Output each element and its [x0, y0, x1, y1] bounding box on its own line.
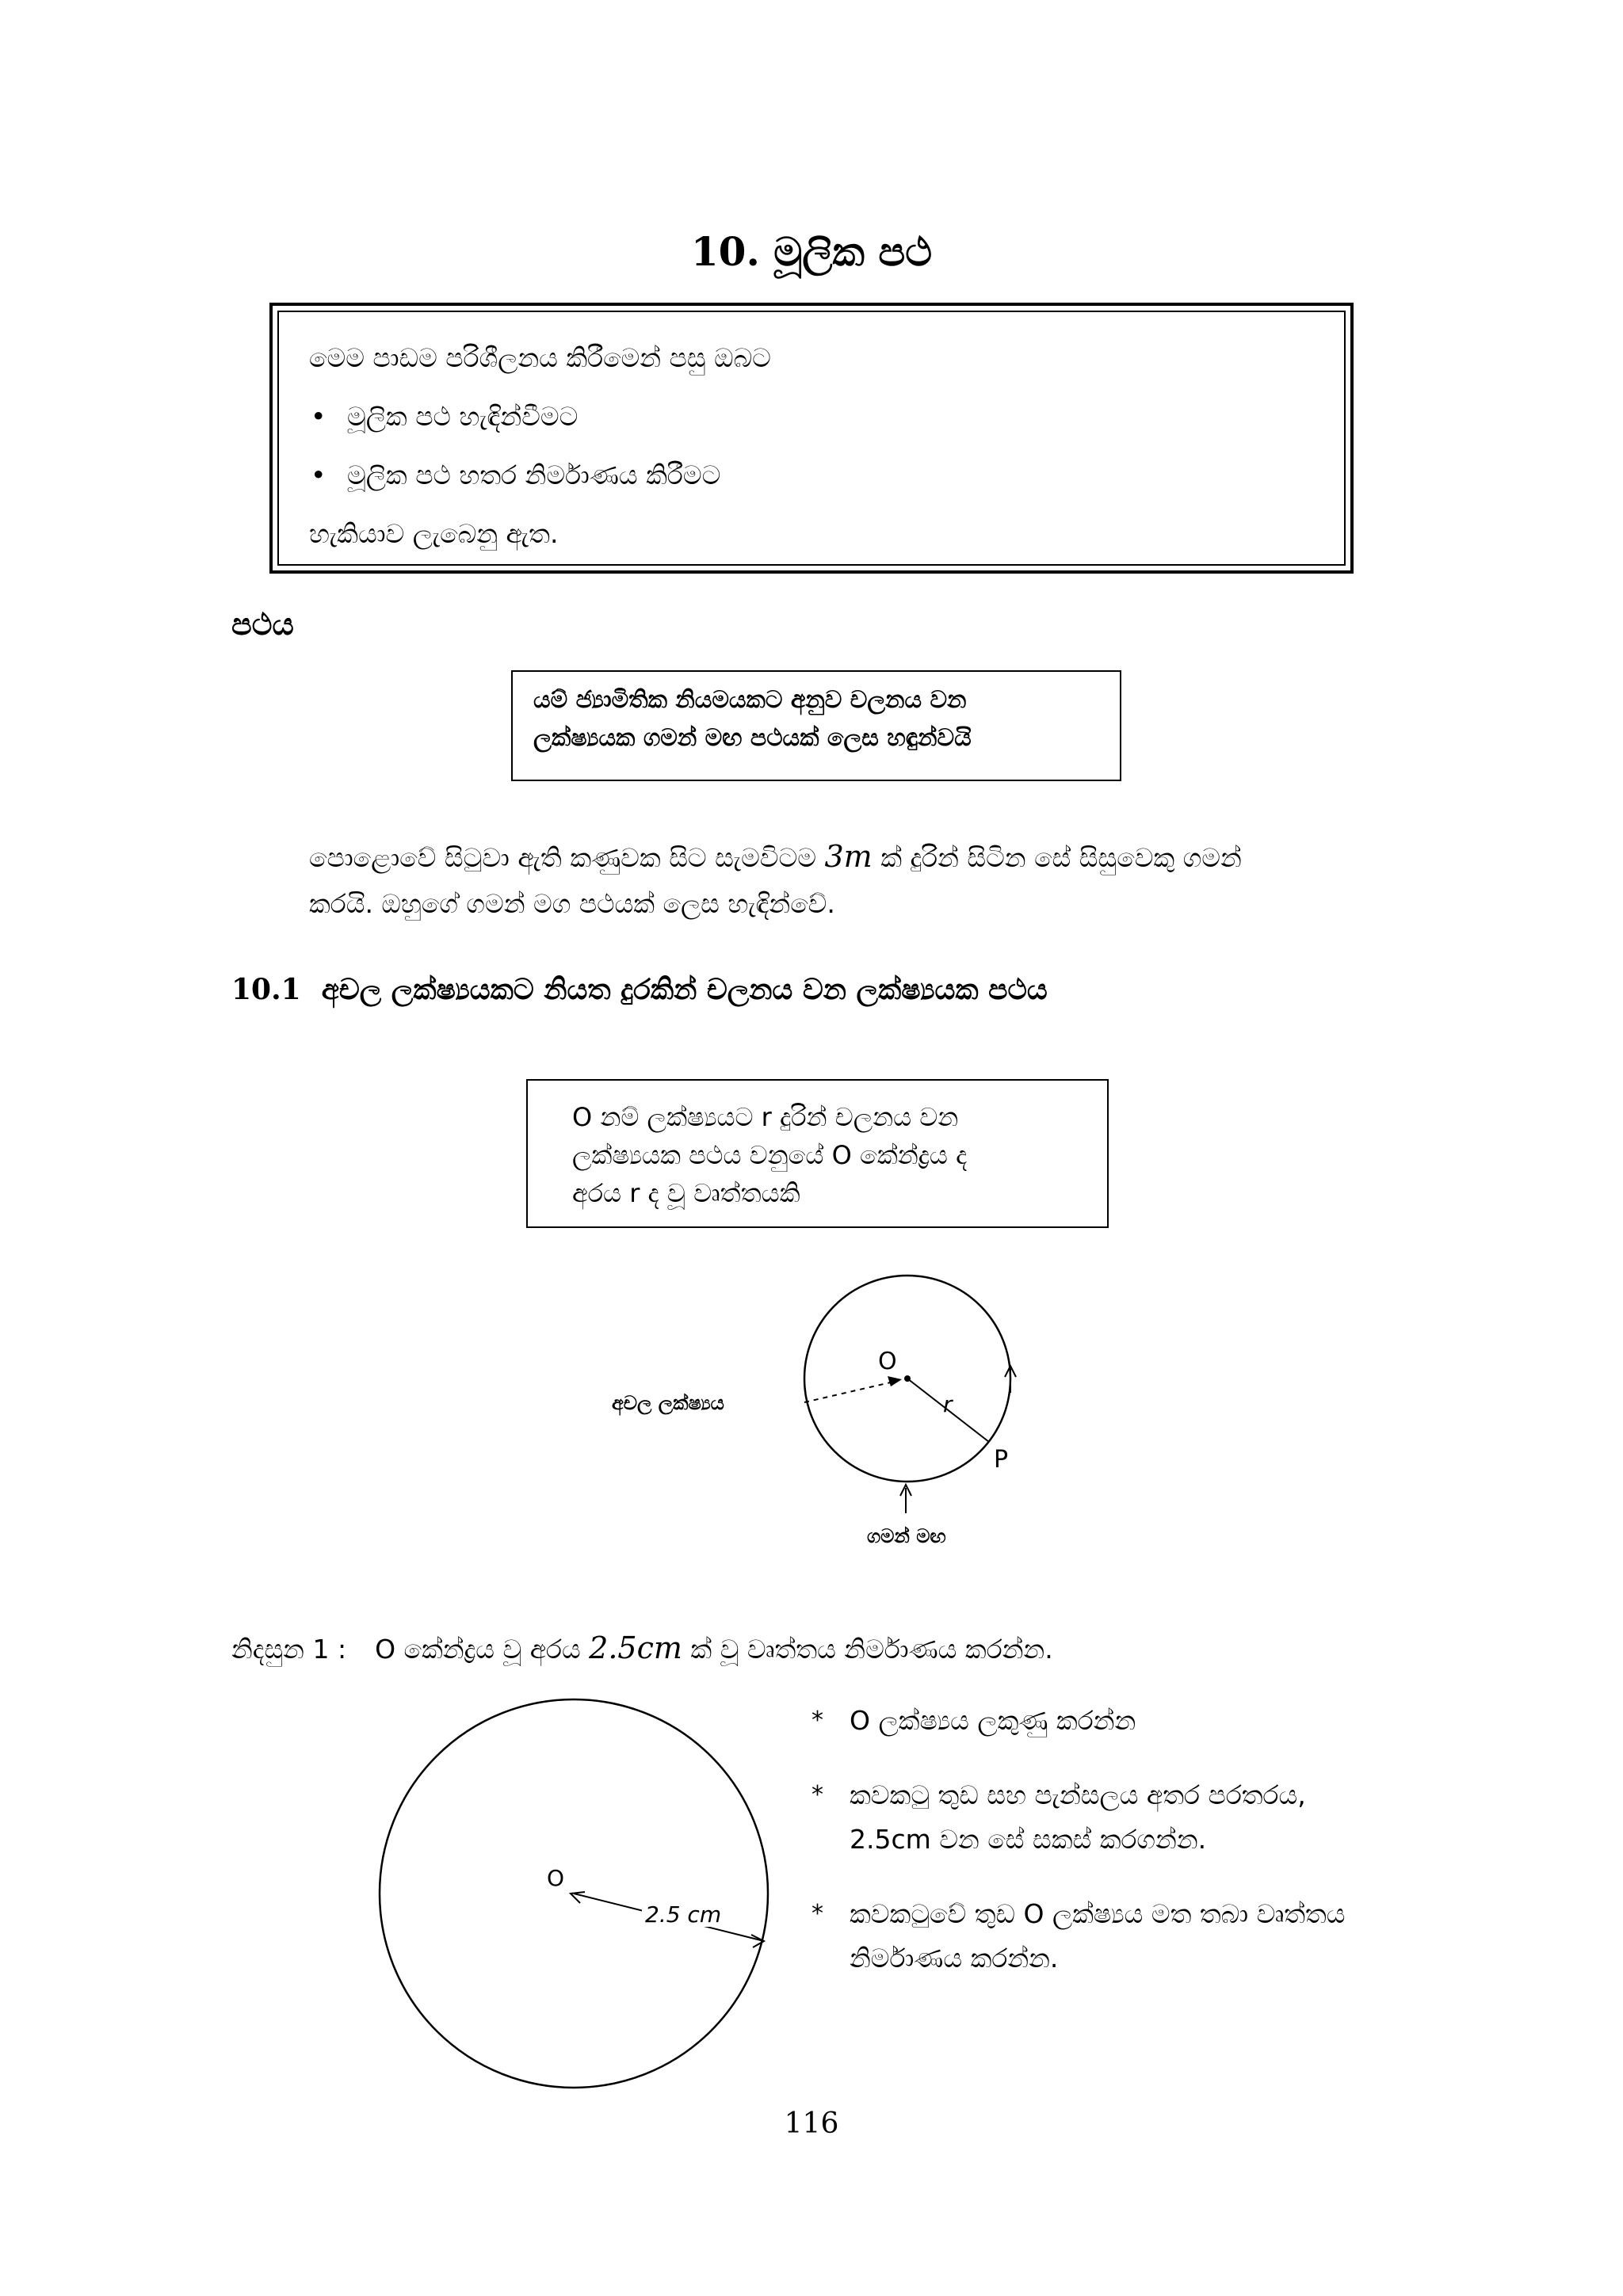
step-marker: * — [812, 1900, 823, 1928]
step-marker: * — [812, 1781, 823, 1809]
step-1 — [850, 1699, 1136, 1743]
bullet-dot: • — [311, 401, 327, 432]
step-2-line-1: කවකටු තුඩ සහ පැන්සලය අතර පරතරය, — [850, 1779, 1306, 1810]
paragraph-line-2: කරයි. ඔහුගේ ගමන් මග පථයක් ලෙස හැඳින්වේ. — [309, 888, 835, 919]
center-label: O — [547, 1865, 565, 1891]
step-3-line-1: කවකටුවේ තුඩ O ලක්ෂ්‍යය මත තබා වෘත්තය — [850, 1898, 1346, 1929]
step-1-line-1: O ලක්ෂ්‍යය ලකුණු කරන්න — [850, 1705, 1136, 1736]
definition-box-2 — [526, 1079, 1109, 1228]
bullet-dot: • — [311, 460, 327, 490]
definition-line-1: යම් ජ්‍යාමිතික නියමයකට අනුව චලනය වන — [533, 686, 967, 714]
example-label: නිදසුන 1 : — [231, 1634, 347, 1665]
subsection-heading — [231, 973, 1048, 1007]
definition-box — [511, 670, 1121, 781]
objective-item-2: මූලික පථ හතර නිර්මාණය කිරීමට — [347, 460, 721, 490]
step-2-line-2: 2.5cm වන සේ සකස් කරගන්න. — [850, 1824, 1207, 1855]
subsection-title: අචල ලක්ෂ්‍යයකට නියත දුරකින් චලනය වන ලක්ෂ්‍යයක පථය — [321, 974, 1048, 1006]
locus-diagram — [586, 1268, 1062, 1569]
fixed-point-label: අචල ලක්ෂ්‍යය — [612, 1392, 724, 1414]
paragraph-line-1 — [309, 833, 1419, 881]
arrow-head — [888, 1376, 902, 1386]
objectives-intro: මෙම පාඩම පරිශීලනය කිරීමෙන් පසු ඔබට — [309, 342, 771, 373]
definition2-line-3: අරය r ද වූ වෘත්තයකි — [572, 1178, 800, 1208]
definition-line-2: ලක්ෂ්‍යයක ගමන් මඟ පථයක් ලෙස හඳුන්වයි — [533, 724, 972, 752]
step-marker: * — [812, 1707, 823, 1734]
intro-paragraph — [309, 833, 1419, 927]
dashed-arrow — [804, 1381, 897, 1402]
center-label: O — [878, 1348, 897, 1375]
step-3-line-2: නිර්මාණය කරන්න. — [850, 1943, 1059, 1974]
section-heading: පථය — [231, 607, 294, 642]
path-label: ගමන් මඟ — [867, 1525, 946, 1547]
step-2 — [850, 1773, 1306, 1862]
distance-value: 3m — [824, 839, 873, 874]
example-text: O කේන්ද්‍රය වූ අරය — [375, 1634, 590, 1665]
radius-label: r — [943, 1391, 953, 1417]
definition2-line-1: O නම් ලක්ෂ්‍යයට r දුරින් චලනය වන — [572, 1102, 959, 1132]
radius-label: 2.5 cm — [645, 1901, 722, 1928]
page-number: 116 — [784, 2107, 839, 2140]
radius-arrowhead-start — [571, 1892, 585, 1903]
subsection-number: 10.1 — [231, 973, 301, 1006]
page-title: 10. මූලික පථ — [690, 228, 933, 275]
step-3 — [850, 1892, 1346, 1981]
definition2-line-2: ලක්ෂ්‍යයක පථය වනුයේ O කේන්ද්‍රය ද — [572, 1140, 968, 1170]
example-line — [231, 1630, 1053, 1665]
construction-diagram — [372, 1688, 785, 2100]
example-text: ක් වූ වෘත්තය නිර්මාණය කරන්න. — [682, 1634, 1053, 1665]
objective-item-1: මූලික පථ හැඳින්වීමට — [347, 401, 579, 432]
paragraph-text: පොළොවේ සිටුවා ඇති කණුවක සිට සැමවිටම — [309, 842, 825, 873]
objectives-outro: හැකියාව ලැබෙනු ඇත. — [309, 518, 559, 549]
example-value: 2.5cm — [589, 1630, 682, 1665]
point-label: P — [994, 1446, 1009, 1474]
paragraph-text: ක් දුරින් සිටින සේ සිසුවෙකු ගමන් — [872, 842, 1242, 873]
